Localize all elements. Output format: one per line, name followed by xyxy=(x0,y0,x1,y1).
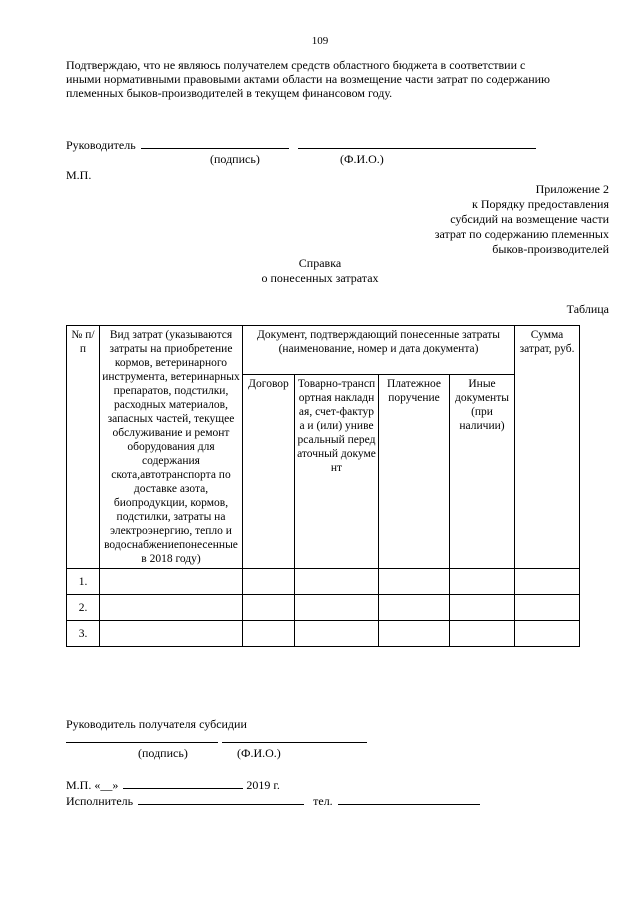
name-blank xyxy=(222,742,367,743)
costs-table xyxy=(66,325,580,647)
appendix-line: быков-производителей xyxy=(492,242,609,256)
header-document-group: Документ, подтверждающий понесенные затраты (наименование, номер и дата документа) xyxy=(243,326,515,375)
title-line: Справка xyxy=(298,256,342,270)
table-cell xyxy=(295,595,379,621)
table-cell xyxy=(379,595,450,621)
stamp-date-line xyxy=(66,777,280,793)
page-number: 109 xyxy=(311,35,329,47)
subheader-payment-order: Платежное поручение xyxy=(379,375,450,569)
recipient-head-label: Руководитель получателя субсидии xyxy=(66,717,247,731)
table-cell xyxy=(243,595,295,621)
appendix-line: к Порядку предоставления xyxy=(471,197,609,211)
table-cell xyxy=(295,569,379,595)
executor-blank xyxy=(138,793,304,805)
table-row xyxy=(67,569,580,595)
phone-blank xyxy=(338,793,480,805)
table-cell xyxy=(450,621,515,647)
header-number: № п/п xyxy=(67,326,100,569)
header-sum: Сумма затрат, руб. xyxy=(515,326,580,569)
appendix-reference xyxy=(435,182,609,257)
row-number: 2. xyxy=(67,595,100,621)
stamp-date-prefix: М.П. «__» xyxy=(66,778,119,792)
confirmation-statement xyxy=(66,58,611,100)
signature-blank xyxy=(141,137,289,149)
phone-label: тел. xyxy=(313,794,333,808)
appendix-line: субсидий на возмещение части xyxy=(450,212,609,226)
table-cell xyxy=(243,621,295,647)
stamp-mark: М.П. xyxy=(66,168,92,182)
table-cell xyxy=(243,569,295,595)
subheader-other-documents: Иные документы (при наличии) xyxy=(450,375,515,569)
table-cell xyxy=(450,569,515,595)
executor-line xyxy=(66,793,480,809)
table-row xyxy=(67,621,580,647)
header-cost-type: Вид затрат (указываются затраты на приобретение кормов, ветеринарного инструмента, ветеринарных препаратов, подстилки, расходных материалов, запасных частей, текущее обслуживание и ремонт оборудования для содержания скота,автотранспорта по доставке азота, биопродукции, кормов, подстилки, затраты на электроэнергию, тепло и водоснабжениепонесенные в 2018 году) xyxy=(100,326,243,569)
row-number: 3. xyxy=(67,621,100,647)
table-cell xyxy=(515,569,580,595)
executor-label: Исполнитель xyxy=(66,794,134,808)
row-number: 1. xyxy=(67,569,100,595)
confirmation-line: иными нормативными правовыми актами области на возмещение части затрат по содержанию xyxy=(66,72,551,86)
name-caption: (Ф.И.О.) xyxy=(237,746,281,760)
table-header-row xyxy=(67,326,580,375)
subheader-contract: Договор xyxy=(243,375,295,569)
signature-blank xyxy=(66,742,218,743)
table-cell xyxy=(100,595,243,621)
table-cell xyxy=(379,621,450,647)
subheader-waybill: Товарно-транспортная накладная, счет-фактура и (или) универсальный передаточный документ xyxy=(295,375,379,569)
table-cell xyxy=(379,569,450,595)
signature-caption: (подпись) xyxy=(138,746,188,760)
table-cell xyxy=(100,569,243,595)
table-label: Таблица xyxy=(566,302,609,316)
subtitle-line: о понесенных затратах xyxy=(261,271,379,285)
table-row xyxy=(67,595,580,621)
name-blank xyxy=(298,137,536,149)
date-blank xyxy=(123,777,243,789)
table-cell xyxy=(515,621,580,647)
confirmation-line: племенных быков-производителей в текущем финансовом году. xyxy=(66,86,393,100)
head-label: Руководитель xyxy=(66,138,136,152)
table-cell xyxy=(515,595,580,621)
name-caption: (Ф.И.О.) xyxy=(340,152,384,166)
signature-caption: (подпись) xyxy=(210,152,260,166)
year-label: 2019 г. xyxy=(246,778,280,792)
confirmation-line: Подтверждаю, что не являюсь получателем средств областного бюджета в соответствии с xyxy=(66,58,526,72)
appendix-line: Приложение 2 xyxy=(535,182,609,196)
table-cell xyxy=(100,621,243,647)
appendix-line: затрат по содержанию племенных xyxy=(434,227,609,241)
document-title xyxy=(0,256,640,286)
table-cell xyxy=(450,595,515,621)
head-signature-line xyxy=(66,137,536,153)
table-cell xyxy=(295,621,379,647)
